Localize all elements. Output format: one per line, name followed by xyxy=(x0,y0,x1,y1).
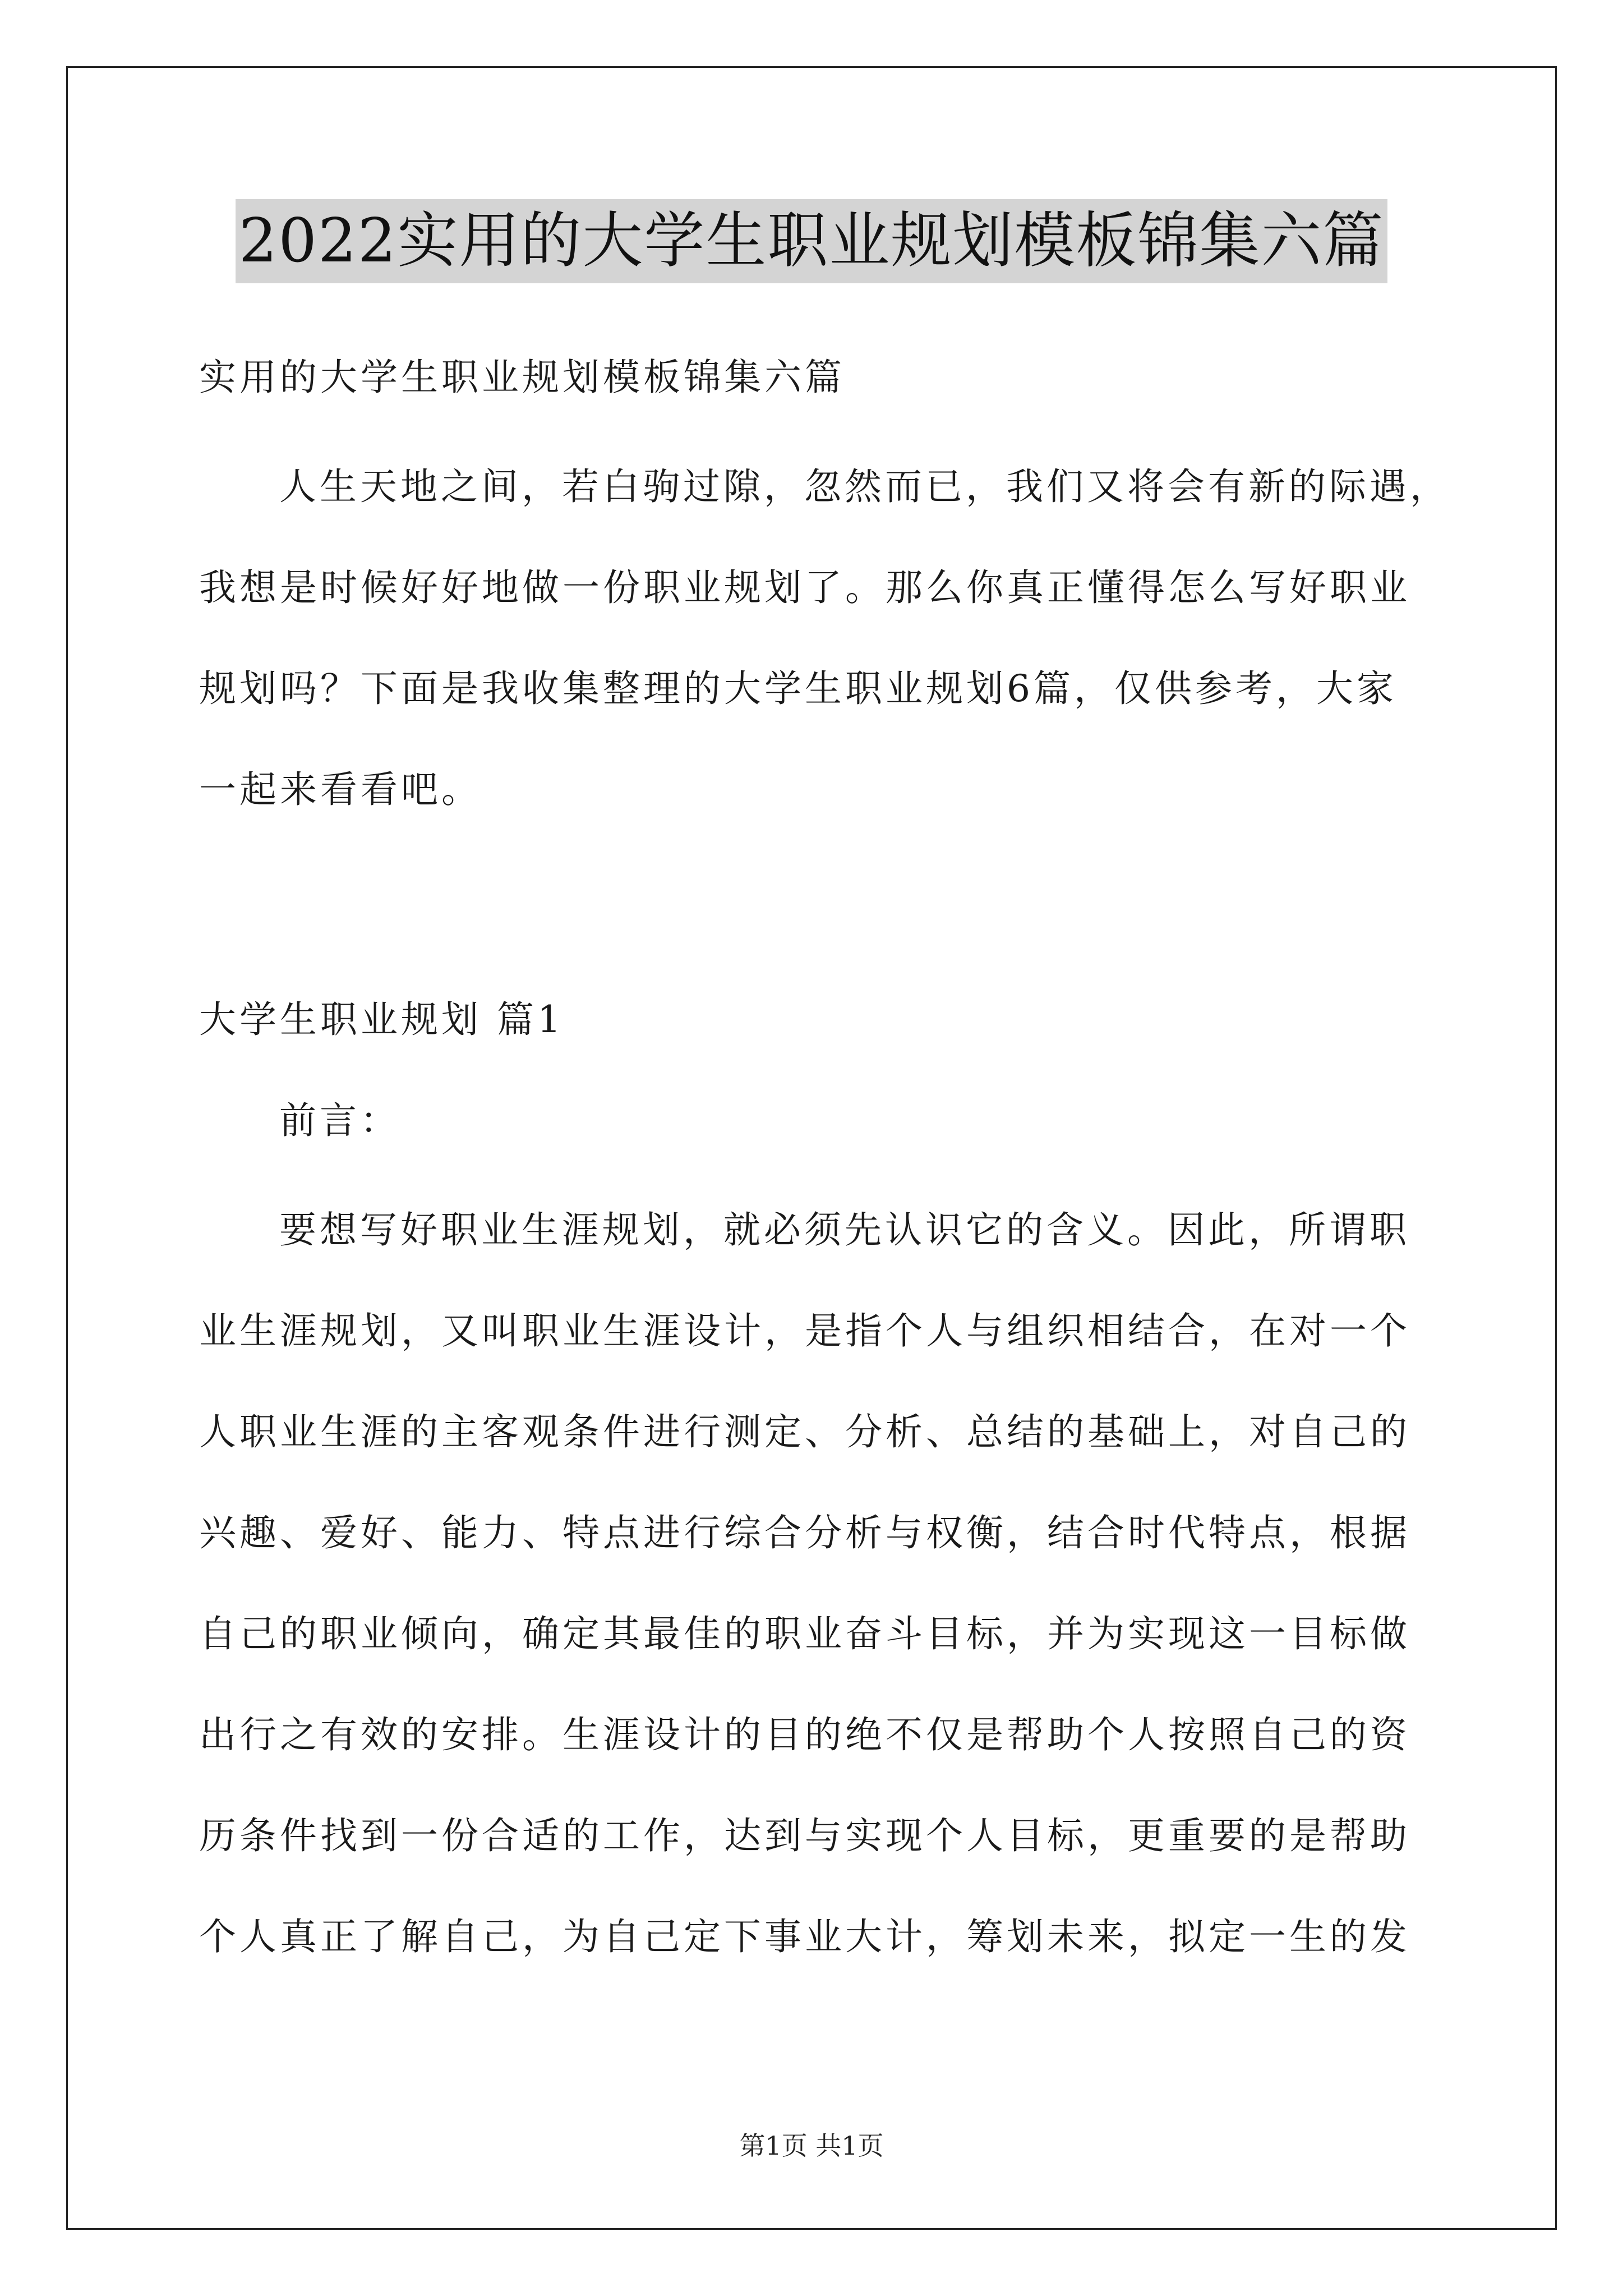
document-subtitle: 实用的大学生职业规划模板锦集六篇 xyxy=(199,356,845,399)
preface-label: 前言： xyxy=(279,1099,400,1142)
body-line: 历条件找到一份合适的工作，达到与实现个人目标，更重要的是帮助 xyxy=(199,1814,1410,1857)
body-line: 个人真正了解自己，为自己定下事业大计，筹划未来，拟定一生的发 xyxy=(199,1915,1410,1958)
title-wrap xyxy=(0,199,1623,283)
intro-line: 一起来看看吧。 xyxy=(199,768,482,811)
body-line: 业生涯规划，又叫职业生涯设计，是指个人与组织相结合，在对一个 xyxy=(199,1309,1410,1352)
document-title: 2022实用的大学生职业规划模板锦集六篇 xyxy=(236,199,1388,283)
body-line: 自己的职业倾向，确定其最佳的职业奋斗目标，并为实现这一目标做 xyxy=(199,1612,1410,1655)
body-line: 人职业生涯的主客观条件进行测定、分析、总结的基础上，对自己的 xyxy=(199,1410,1410,1453)
page-footer: 第1页 共1页 xyxy=(739,2131,884,2161)
intro-line: 规划吗？下面是我收集整理的大学生职业规划6篇，仅供参考，大家 xyxy=(199,667,1397,710)
body-line: 出行之有效的安排。生涯设计的目的绝不仅是帮助个人按照自己的资 xyxy=(199,1713,1410,1756)
body-line: 要想写好职业生涯规划，就必须先认识它的含义。因此，所谓职 xyxy=(279,1208,1410,1251)
intro-line: 我想是时候好好地做一份职业规划了。那么你真正懂得怎么写好职业 xyxy=(199,566,1410,609)
section-heading: 大学生职业规划 篇1 xyxy=(199,998,564,1041)
body-line: 兴趣、爱好、能力、特点进行综合分析与权衡，结合时代特点，根据 xyxy=(199,1511,1410,1554)
intro-line: 人生天地之间，若白驹过隙，忽然而已，我们又将会有新的际遇， xyxy=(279,465,1450,508)
